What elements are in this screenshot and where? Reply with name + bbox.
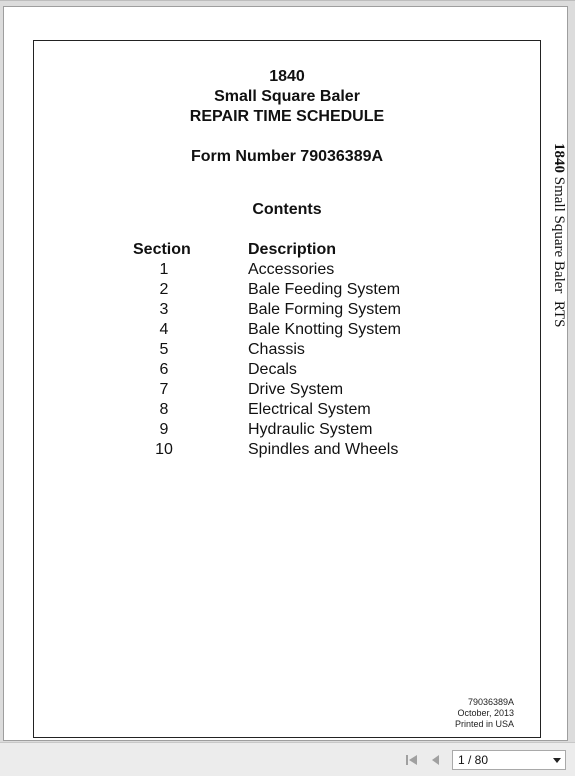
section-number: 4 [159, 321, 169, 338]
chevron-down-icon [553, 758, 561, 763]
section-description: Hydraulic System [248, 421, 373, 438]
section-description: Bale Feeding System [248, 281, 401, 298]
pdf-toolbar [0, 742, 575, 776]
footer-printed: Printed in USA [454, 719, 514, 729]
section-description: Bale Knotting System [248, 321, 401, 338]
section-description: Chassis [248, 341, 305, 358]
section-description: Bale Forming System [248, 301, 401, 318]
footer-form-code: 79036389A [467, 697, 514, 707]
section-number: 8 [159, 401, 169, 418]
section-description: Drive System [248, 381, 344, 398]
document-type: REPAIR TIME SCHEDULE [189, 108, 385, 125]
section-number: 5 [159, 341, 169, 358]
side-title [549, 143, 567, 333]
section-number: 7 [159, 381, 169, 398]
side-title-model: 1840 [551, 143, 567, 173]
skip-first-icon [404, 752, 420, 768]
document-page [3, 6, 568, 741]
contents-heading: Contents [252, 201, 322, 218]
description-column-header: Description [248, 241, 337, 258]
section-description: Spindles and Wheels [248, 441, 399, 458]
product-name: Small Square Baler [214, 88, 360, 105]
section-description: Accessories [248, 261, 335, 278]
model-number: 1840 [269, 68, 305, 85]
side-title-text: Small Square Baler RTS [551, 173, 567, 328]
page-indicator: 1 / 80 [458, 753, 489, 767]
section-number: 9 [159, 421, 169, 438]
prev-page-button[interactable] [428, 752, 444, 768]
section-number: 2 [159, 281, 169, 298]
section-column-header: Section [133, 241, 191, 258]
prev-page-icon [428, 752, 444, 768]
footer-date: October, 2013 [457, 708, 514, 718]
section-number: 10 [155, 441, 173, 458]
first-page-button[interactable] [404, 752, 420, 768]
section-description: Electrical System [248, 401, 371, 418]
section-number: 1 [159, 261, 169, 278]
section-number: 6 [159, 361, 169, 378]
section-description: Decals [248, 361, 297, 378]
form-number: Form Number 79036389A [190, 148, 384, 165]
page-select[interactable] [452, 750, 566, 770]
page-border [33, 40, 541, 738]
section-number: 3 [159, 301, 169, 318]
